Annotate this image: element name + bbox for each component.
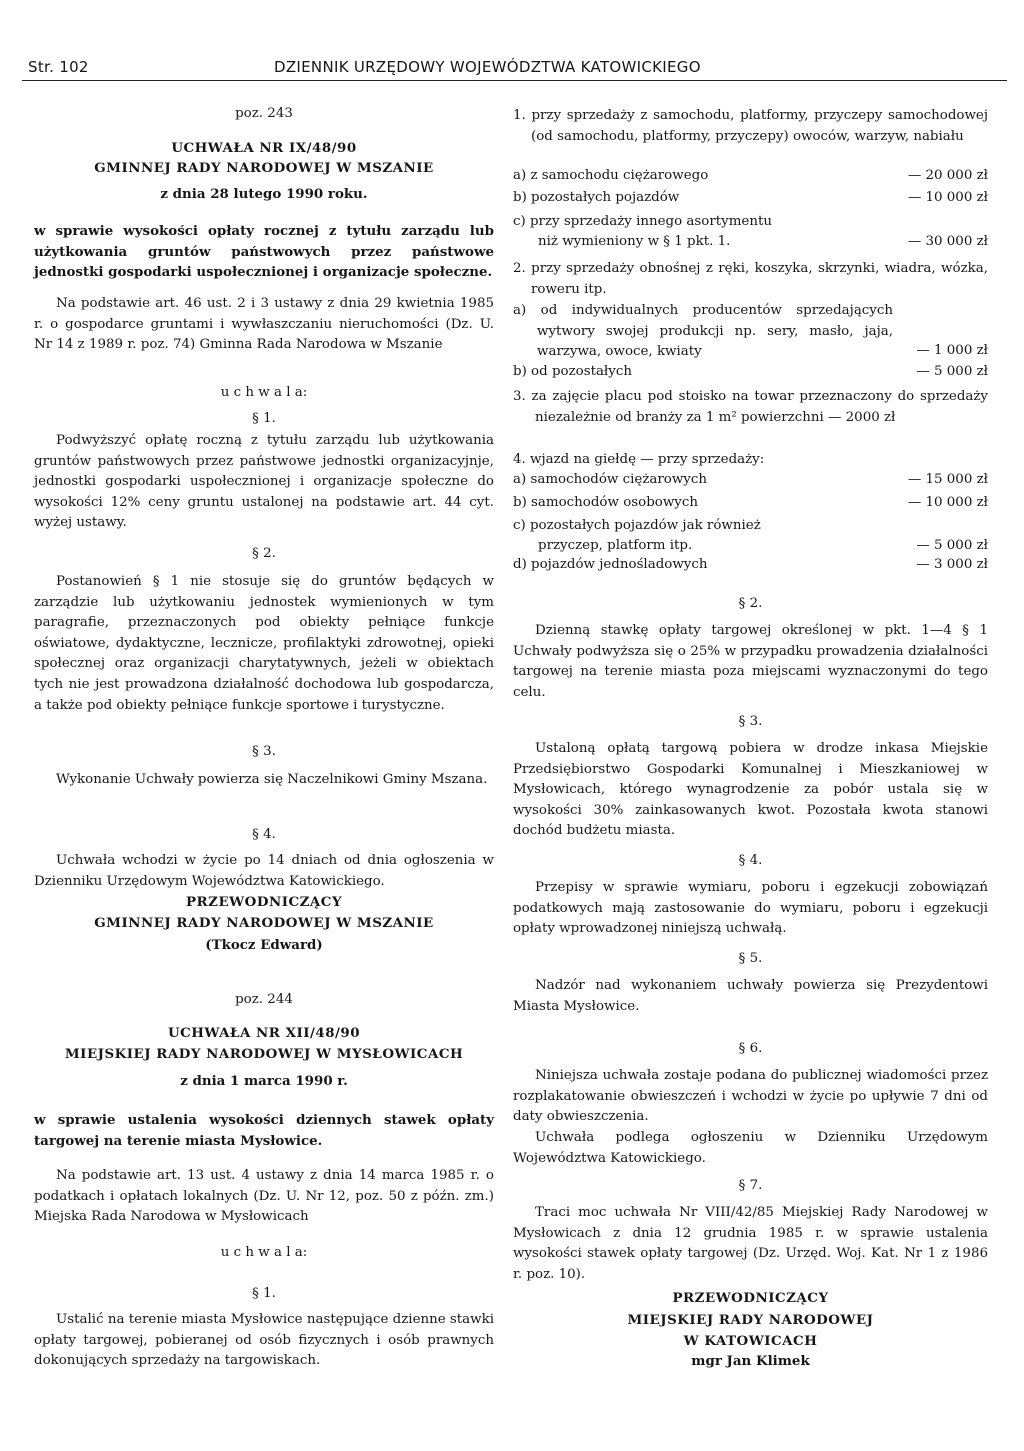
tariff-row-4c bbox=[513, 518, 988, 558]
tariff-row-4b-amount: — 10 000 zł bbox=[907, 495, 988, 510]
section-244-3-text: Ustaloną opłatą targową pobiera w drodze inkasa Miejskie Przedsiębiorstwo Gospodarki Komunalnej i Mieszkaniowej w Mysłowicach, którego wynagrodzenie za pobór ustala się w wysokości 30% zainkasowanych kwot. Pozostała kwota stanowi dochód budżetu miasta. bbox=[513, 741, 988, 839]
tariff-row-4c-label-2: przyczep, platform itp. bbox=[538, 538, 693, 553]
signature-244-city: W KATOWICACH bbox=[683, 1333, 818, 1349]
section-244-5-text: Nadzór nad wykonaniem uchwały powierza się Prezydentowi Miasta Mysłowice. bbox=[513, 978, 988, 1014]
section-243-4-text: Uchwała wchodzi w życie po 14 dniach od dnia ogłoszenia w Dzienniku Urzędowym Województwa Katowickiego. bbox=[34, 853, 494, 889]
header-rule bbox=[22, 80, 1007, 81]
tariff-row-1a-label: a) z samochodu ciężarowego bbox=[513, 168, 709, 183]
signature-244-name: mgr Jan Klimek bbox=[691, 1353, 810, 1369]
tariff-row-2b bbox=[513, 364, 988, 384]
tariff-row-1c-amount: — 30 000 zł bbox=[907, 234, 988, 249]
section-244-1: § 1. bbox=[252, 1286, 276, 1301]
section-244-4-text: Przepisy w sprawie wymiaru, poboru i egzekucji zobowiązań podatkowych mają zastosowanie do wymiaru, poboru i egzekucji opłaty wprowadzonej niniejszą uchwałą. bbox=[513, 880, 988, 937]
resolution-244-resolves: u c h w a l a: bbox=[220, 1245, 308, 1260]
tariff-row-2a-label: a) od indywidualnych producentów sprzedających wytwory swojej produkcji np. sery, masło, jaja, warzywa, owoce, kwiaty bbox=[513, 303, 893, 360]
tariff-row-1a bbox=[513, 168, 988, 188]
tariff-item-2: 2. przy sprzedaży obnośnej z ręki, koszyka, skrzynki, wiadra, wózka, roweru itp. bbox=[513, 261, 988, 297]
tariff-row-4a-label: a) samochodów ciężarowych bbox=[513, 472, 707, 487]
section-244-1-text: Ustalić na terenie miasta Mysłowice następujące dzienne stawki opłaty targowej, pobieranej od osób fizycznych i osób prawnych dokonujących sprzedaży na targowiskach. bbox=[34, 1312, 495, 1369]
tariff-row-1c-label-2: niż wymieniony w § 1 pkt. 1. bbox=[538, 234, 731, 249]
journal-title: DZIENNIK URZĘDOWY WOJEWÓDZTWA KATOWICKIEGO bbox=[274, 58, 701, 76]
position-244: poz. 244 bbox=[235, 992, 293, 1007]
tariff-row-4d-label: d) pojazdów jednośladowych bbox=[513, 557, 708, 572]
position-243: poz. 243 bbox=[235, 106, 293, 121]
signature-243-council: GMINNEJ RADY NARODOWEJ W MSZANIE bbox=[94, 915, 434, 931]
signature-243-name: (Tkocz Edward) bbox=[205, 937, 323, 953]
resolution-244-date: z dnia 1 marca 1990 r. bbox=[180, 1073, 348, 1089]
section-244-6: § 6. bbox=[738, 1041, 763, 1056]
tariff-row-2a bbox=[513, 301, 988, 363]
tariff-row-2b-label: b) od pozostałych bbox=[513, 364, 632, 379]
resolution-243-subject: w sprawie wysokości opłaty rocznej z tytułu zarządu lub użytkowania gruntów państwowych przez państwowe jednostki gospodarki uspołecznionej i organizacje społeczne. bbox=[34, 223, 494, 281]
section-243-4: § 4. bbox=[252, 827, 276, 842]
section-243-1-text: Podwyższyć opłatę roczną z tytułu zarządu lub użytkowania gruntów państwowych przez państwowe jednostki organizacyjnje, jednostki gospodarki uspołecznionej i organizacje społeczne do wysokości 12% ceny gruntu ustalonej na podstawie art. 44 cyt. wyżej ustawy. bbox=[34, 433, 494, 531]
section-244-2: § 2. bbox=[738, 596, 763, 611]
tariff-row-1c-label-1: c) przy sprzedaży innego asortymentu bbox=[513, 214, 772, 229]
tariff-row-1b bbox=[513, 190, 988, 210]
tariff-row-1c bbox=[513, 214, 988, 254]
section-243-3-text: Wykonanie Uchwały powierza się Naczelnikowi Gminy Mszana. bbox=[56, 772, 488, 787]
section-244-6-text-2: Uchwała podlega ogłoszeniu w Dzienniku Urzędowym Województwa Katowickiego. bbox=[513, 1130, 988, 1166]
resolution-244-subject: w sprawie ustalenia wysokości dziennych stawek opłaty targowej na terenie miasta Mysłowice. bbox=[34, 1112, 494, 1149]
tariff-row-1a-amount: — 20 000 zł bbox=[907, 168, 988, 183]
section-244-7-text: Traci moc uchwała Nr VIII/42/85 Miejskiej Rady Narodowej w Mysłowicach z dnia 12 grudnia 1985 r. w sprawie ustalenia wysokości stawek opłaty targowej (Dz. Urzęd. Woj. Kat. Nr 1 z 1986 r. poz. 10). bbox=[513, 1205, 988, 1282]
tariff-item-3: 3. za zajęcie placu pod stoisko na towar przeznaczony do sprzedaży niezależnie od branży za 1 m² powierzchni — 2000 zł bbox=[513, 389, 988, 425]
signature-244-council: MIEJSKIEJ RADY NARODOWEJ bbox=[627, 1312, 874, 1328]
resolution-243-date: z dnia 28 lutego 1990 roku. bbox=[160, 186, 368, 202]
section-243-2: § 2. bbox=[252, 546, 276, 561]
signature-244-title: PRZEWODNICZĄCY bbox=[672, 1290, 829, 1306]
tariff-row-4c-amount: — 5 000 zł bbox=[916, 538, 988, 553]
section-244-2-text: Dzienną stawkę opłaty targowej określonej w pkt. 1—4 § 1 Uchwały podwyższa się o 25% w przypadku prowadzenia działalności targowej na terenie miasta poza miejscami wyznaczonymi do tego celu. bbox=[513, 623, 988, 700]
tariff-row-2a-amount: — 1 000 zł bbox=[916, 343, 988, 358]
section-244-6-text-1: Niniejsza uchwała zostaje podana do publicznej wiadomości przez rozplakatowanie obwieszczeń i wchodzi w życie po upływie 7 dni od daty obwieszczenia. bbox=[513, 1068, 988, 1125]
resolution-243-legal-basis: Na podstawie art. 46 ust. 2 i 3 ustawy z dnia 29 kwietnia 1985 r. o gospodarce gruntami i wywłaszczaniu nieruchomości (Dz. U. Nr 14 z 1989 r. poz. 74) Gminna Rada Narodowa w Mszanie bbox=[34, 296, 494, 353]
section-243-2-text: Postanowień § 1 nie stosuje się do gruntów będących w zarządzie lub użytkowaniu jednostek wymienionych w tym paragrafie, przeznaczonych pod obiekty pełniące funkcje oświatowe, dydaktyczne, lecznicze, profilaktyki zdrowotnej, opieki społecznej oraz organizacji charytatywnych, jeżeli w obiektach tych nie jest prowadzona działalność dochodowa lub gospodarcza, a także pod obiekty pełniące funkcje sportowe i turystyczne. bbox=[34, 574, 494, 713]
signature-243-title: PRZEWODNICZĄCY bbox=[185, 894, 343, 910]
tariff-row-1b-label: b) pozostałych pojazdów bbox=[513, 190, 680, 205]
tariff-row-1b-amount: — 10 000 zł bbox=[907, 190, 988, 205]
tariff-row-2b-amount: — 5 000 zł bbox=[916, 364, 988, 379]
section-244-3: § 3. bbox=[738, 714, 763, 729]
tariff-row-4b bbox=[513, 495, 988, 515]
section-244-5: § 5. bbox=[738, 951, 763, 966]
section-244-7: § 7. bbox=[738, 1178, 763, 1193]
tariff-row-4b-label: b) samochodów osobowych bbox=[513, 495, 698, 510]
tariff-item-4: 4. wjazd na giełdę — przy sprzedaży: bbox=[513, 452, 765, 467]
section-243-3: § 3. bbox=[252, 744, 276, 759]
tariff-row-4a bbox=[513, 472, 988, 492]
tariff-row-4a-amount: — 15 000 zł bbox=[907, 472, 988, 487]
resolution-244-number: UCHWAŁA NR XII/48/90 bbox=[167, 1025, 361, 1041]
resolution-244-legal-basis: Na podstawie art. 13 ust. 4 ustawy z dnia 14 marca 1985 r. o podatkach i opłatach lokalnych (Dz. U. Nr 12, poz. 50 z późn. zm.) Miejska Rada Narodowa w Mysłowicach bbox=[34, 1168, 494, 1225]
tariff-item-1: 1. przy sprzedaży z samochodu, platformy, przyczepy samochodowej (od samochodu, platformy, przyczepy) owoców, warzyw, nabiału bbox=[513, 108, 988, 144]
section-243-1: § 1. bbox=[252, 411, 276, 426]
tariff-row-4d bbox=[513, 557, 988, 577]
resolution-243-number: UCHWAŁA NR IX/48/90 bbox=[171, 140, 357, 156]
section-244-4: § 4. bbox=[738, 853, 763, 868]
resolution-244-issuer: MIEJSKIEJ RADY NARODOWEJ W MYSŁOWICACH bbox=[64, 1046, 464, 1062]
tariff-row-4c-label-1: c) pozostałych pojazdów jak również bbox=[513, 518, 761, 533]
tariff-row-4d-amount: — 3 000 zł bbox=[916, 557, 988, 572]
resolution-243-issuer: GMINNEJ RADY NARODOWEJ W MSZANIE bbox=[94, 160, 434, 176]
page-number: Str. 102 bbox=[28, 58, 89, 76]
resolution-243-resolves: u c h w a l a: bbox=[220, 385, 308, 400]
